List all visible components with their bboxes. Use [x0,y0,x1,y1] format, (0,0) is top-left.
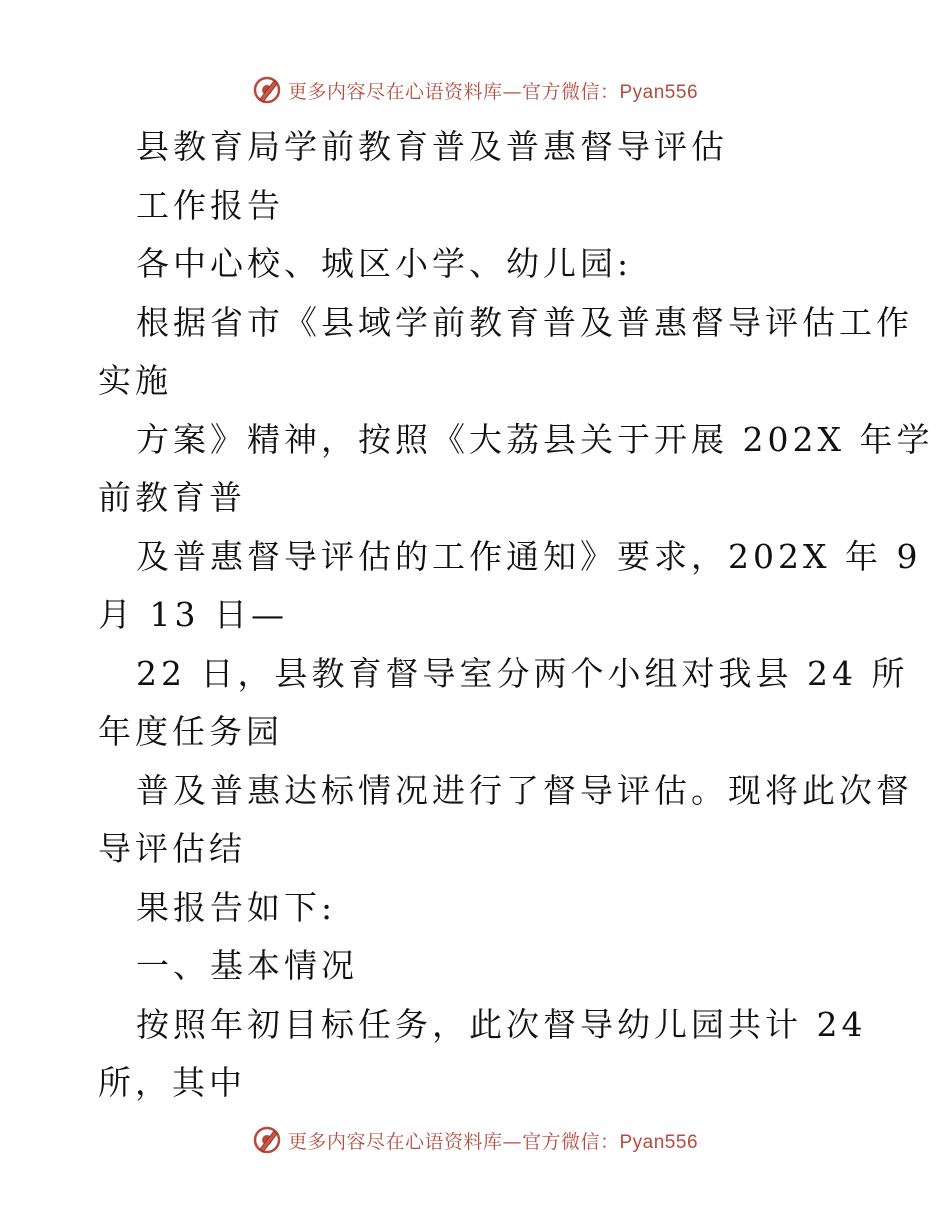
document-line: 年度任务园 [98,712,283,751]
document-line: 一、基本情况 [136,946,358,985]
document-line: 根据省市《县域学前教育普及普惠督导评估工作 [136,302,913,342]
watermark-separator: — [502,80,522,103]
document-line: 实施 [98,361,172,400]
document-line: 22 日，县教育督导室分两个小组对我县 24 所 [136,653,909,693]
document-line: 月 13 日— [98,595,288,634]
document-line: 方案》精神，按照《大荔县关于开展 202X 年学 [136,419,934,459]
footer-watermark [0,1120,950,1160]
document-line: 普及普惠达标情况进行了督导评估。现将此次督 [136,770,913,810]
document-line: 导评估结 [98,829,246,868]
document-line: 前教育普 [98,478,246,517]
document-line: 果报告如下: [136,887,337,927]
header-watermark [0,70,950,110]
watermark-text [288,1127,698,1154]
pen-circle-logo-icon [252,75,282,105]
document-line: 工作报告 [136,185,284,225]
document-line: 所，其中 [98,1063,246,1102]
document-line: 各中心校、城区小学、幼儿园: [136,244,633,283]
document-line: 及普惠督导评估的工作通知》要求，202X 年 9 [136,536,922,576]
watermark-wechat-label: 官方微信： [521,1130,620,1153]
document-line: 按照年初目标任务，此次督导幼儿园共计 24 [136,1004,867,1044]
watermark-wechat-id: Pyan556 [619,1131,699,1153]
watermark-wechat-id: Pyan556 [619,81,699,103]
document-body [98,118,934,1113]
watermark-separator: — [502,1130,522,1153]
pen-circle-logo-icon [252,1125,282,1155]
watermark-wechat-label: 官方微信： [521,80,620,103]
watermark-text [288,77,698,104]
watermark-main-text: 更多内容尽在心语资料库 [287,80,503,103]
watermark-main-text: 更多内容尽在心语资料库 [287,1130,503,1153]
document-line: 县教育局学前教育普及普惠督导评估 [136,127,728,166]
